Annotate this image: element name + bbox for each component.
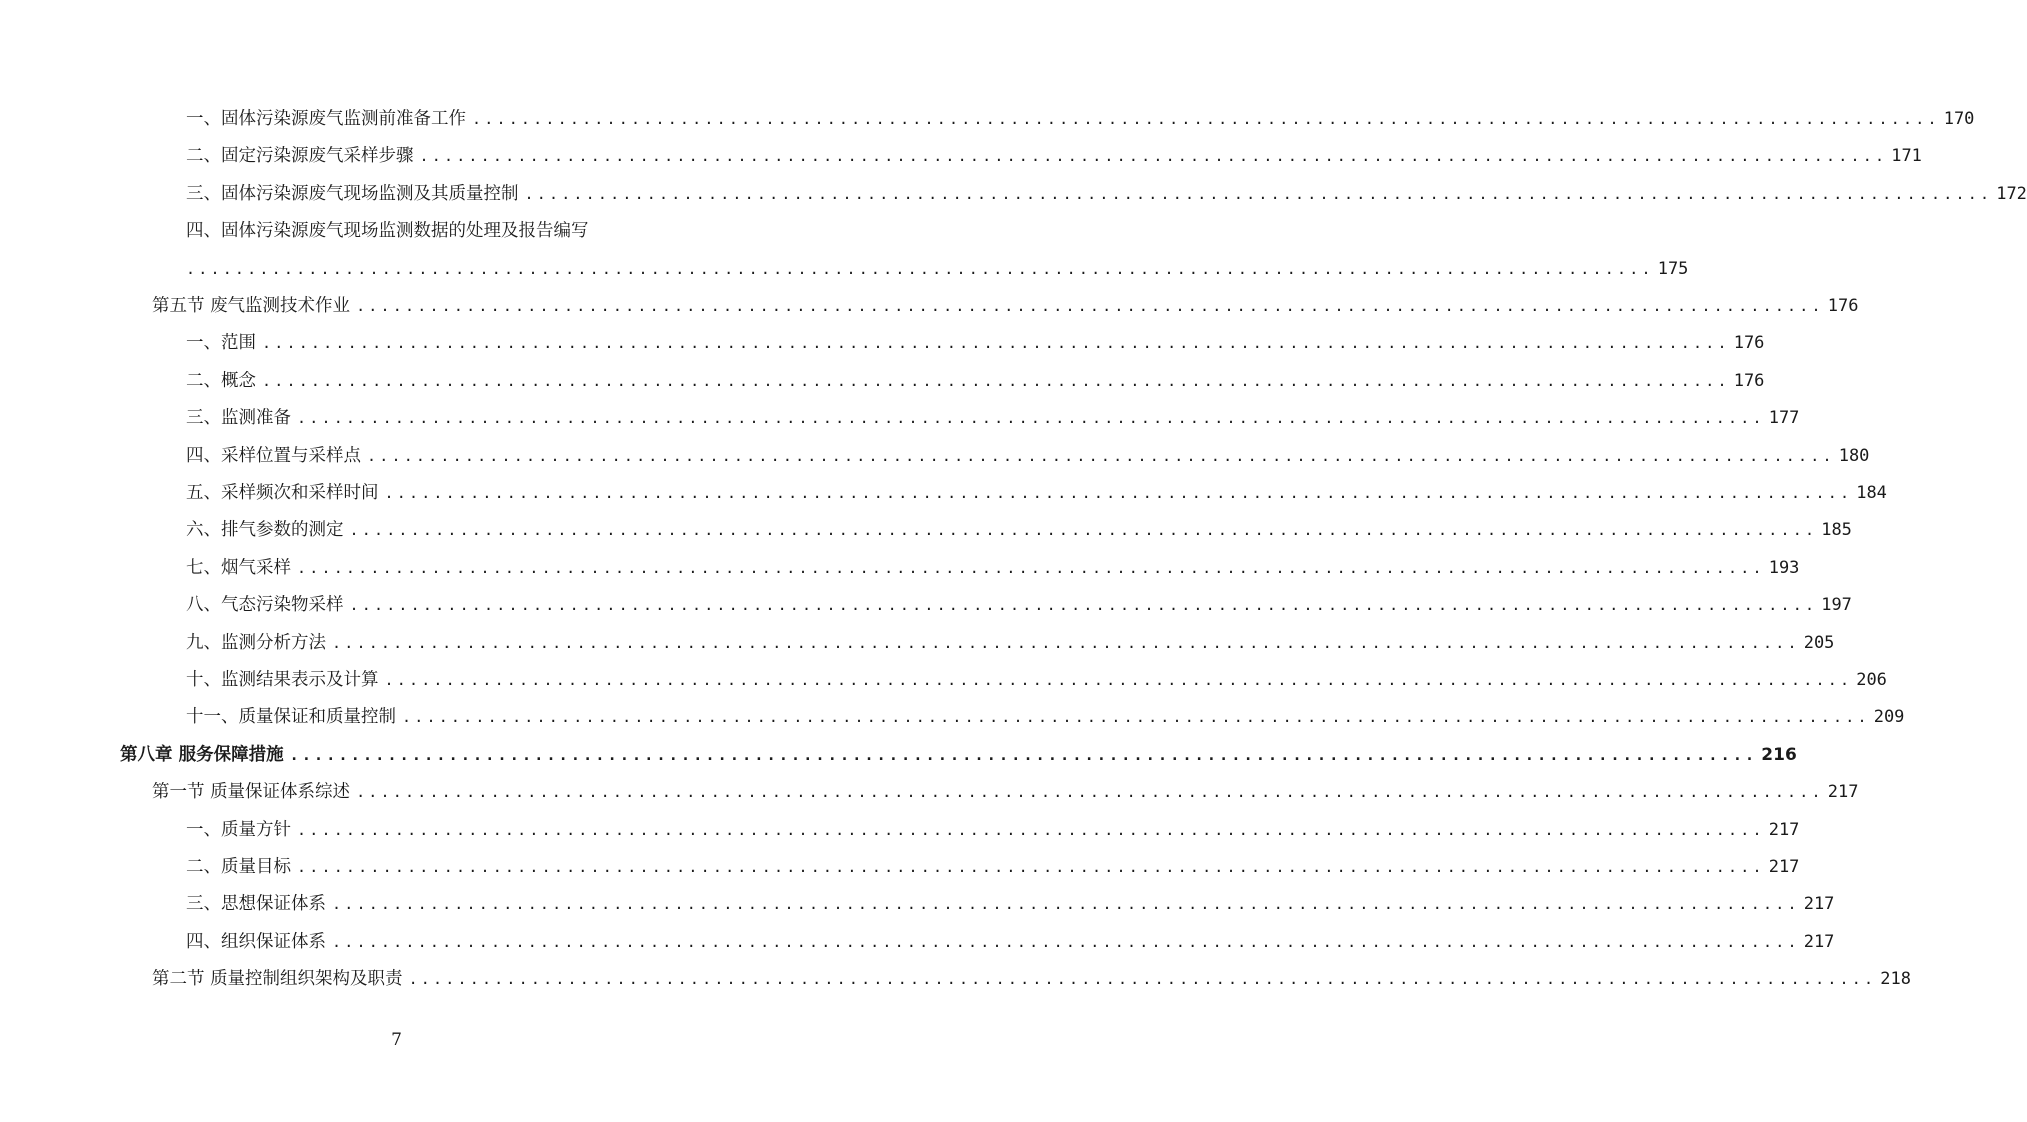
toc-entry-title: 二、固定污染源废气采样步骤 <box>186 146 414 167</box>
toc-page-number: 175 <box>1657 258 1689 279</box>
toc-entry-chapter[interactable] <box>120 740 1797 770</box>
toc-entry-title: 五、采样频次和采样时间 <box>186 483 379 503</box>
toc-page-number: 216 <box>1761 744 1797 765</box>
toc-page-number: 197 <box>1821 595 1852 616</box>
dot-leader: ........................................................................................................................ <box>349 521 1818 540</box>
toc-entry-title: 七、烟气采样 <box>186 557 291 578</box>
toc-entry-item[interactable] <box>186 104 1975 134</box>
toc-page-number: 217 <box>1803 894 1835 915</box>
toc-entry-item[interactable] <box>186 179 2027 209</box>
toc-entry-item[interactable] <box>186 478 1887 508</box>
toc-page-number: 180 <box>1838 445 1870 466</box>
toc-entry-title: 二、质量目标 <box>186 857 291 877</box>
dot-leader: ........................................................................................................................ <box>472 110 1940 128</box>
dot-leader: ........................................................................................................................ <box>297 558 1765 577</box>
toc-entry-item[interactable] <box>186 403 1800 433</box>
toc-entry-title: 一、质量方针 <box>186 819 291 840</box>
toc-entry-title: 四、采样位置与采样点 <box>186 445 361 466</box>
toc-page-number: 171 <box>1891 146 1922 167</box>
toc-page-number: 205 <box>1803 632 1835 653</box>
toc-entry-item[interactable] <box>186 852 1800 882</box>
dot-leader: ........................................................................................................................ <box>186 259 1654 278</box>
toc-page-number: 209 <box>1873 707 1905 728</box>
toc-entry-title: 一、范围 <box>186 333 256 354</box>
toc-entry-item[interactable] <box>186 665 1887 695</box>
toc-page-number: 170 <box>1943 109 1975 129</box>
toc-entry-title: 三、思想保证体系 <box>186 894 326 915</box>
toc-page-number: 176 <box>1733 333 1765 354</box>
toc-entry-item[interactable] <box>186 216 589 246</box>
toc-entry-title: 三、监测准备 <box>186 408 291 429</box>
dot-leader: ........................................................................................................................ <box>297 858 1765 876</box>
toc-entry-item[interactable] <box>186 590 1852 620</box>
toc-page-number: 184 <box>1856 483 1887 503</box>
toc-entry-item[interactable] <box>186 328 1765 358</box>
dot-leader: ........................................................................................................................ <box>524 184 1993 203</box>
dot-leader: ........................................................................................................................ <box>289 745 1758 764</box>
toc-entry-title: 第一节 质量保证体系综述 <box>152 782 351 803</box>
toc-entry-item[interactable] <box>186 702 1905 732</box>
toc-page-number: 206 <box>1856 670 1887 690</box>
dot-leader: ........................................................................................................................ <box>384 671 1853 689</box>
dot-leader: ........................................................................................................................ <box>419 147 1888 166</box>
toc-entry-title: 四、组织保证体系 <box>186 931 326 952</box>
toc-entry-item[interactable] <box>186 441 1870 471</box>
toc-page-number: 217 <box>1827 782 1859 803</box>
toc-page-number: 218 <box>1880 969 1911 990</box>
toc-entry-item[interactable] <box>186 515 1852 545</box>
toc-entry-section[interactable] <box>152 964 1911 994</box>
toc-page-number: 193 <box>1768 557 1800 578</box>
toc-entry-title: 四、固体污染源废气现场监测数据的处理及报告编写 <box>186 221 589 242</box>
toc-entry-section[interactable] <box>152 777 1859 807</box>
toc-entry-title: 十、监测结果表示及计算 <box>186 670 379 690</box>
toc-entry-title: 三、固体污染源废气现场监测及其质量控制 <box>186 183 519 204</box>
dot-leader: ........................................................................................................................ <box>402 708 1870 727</box>
toc-entry-item[interactable] <box>186 889 1835 919</box>
toc-page-number: 217 <box>1768 857 1800 877</box>
toc-entry-title: 二、概念 <box>186 370 256 391</box>
toc-page-number: 176 <box>1733 370 1765 391</box>
dot-leader: ........................................................................................................................ <box>262 371 1730 390</box>
dot-leader: ........................................................................................................................ <box>384 484 1853 502</box>
dot-leader: ........................................................................................................................ <box>332 633 1800 652</box>
toc-entry-item[interactable] <box>186 628 1835 658</box>
toc-entry-cont[interactable] <box>186 254 1689 284</box>
page-number: 7 <box>391 1030 402 1050</box>
toc-page-number: 176 <box>1827 296 1859 316</box>
toc-entry-item[interactable] <box>186 366 1765 396</box>
dot-leader: ........................................................................................................................ <box>262 334 1730 353</box>
toc-page-number: 185 <box>1821 520 1852 541</box>
toc-entry-title: 第二节 质量控制组织架构及职责 <box>152 969 403 990</box>
dot-leader: ........................................................................................................................ <box>408 970 1877 989</box>
dot-leader: ........................................................................................................................ <box>297 820 1765 839</box>
dot-leader: ........................................................................................................................ <box>332 895 1800 914</box>
dot-leader: ........................................................................................................................ <box>367 446 1835 465</box>
toc-page-number: 177 <box>1768 408 1800 429</box>
toc-entry-title: 一、固体污染源废气监测前准备工作 <box>186 109 466 129</box>
toc-page-number: 217 <box>1803 931 1835 952</box>
toc-entry-item[interactable] <box>186 927 1835 957</box>
toc-entry-item[interactable] <box>186 553 1800 583</box>
dot-leader: ........................................................................................................................ <box>349 596 1818 615</box>
toc-page-number: 172 <box>1996 183 2027 204</box>
dot-leader: ........................................................................................................................ <box>332 932 1800 951</box>
toc-entry-title: 八、气态污染物采样 <box>186 595 344 616</box>
dot-leader: ........................................................................................................................ <box>356 297 1824 315</box>
toc-page-number: 217 <box>1768 819 1800 840</box>
toc-entry-title: 九、监测分析方法 <box>186 632 326 653</box>
toc-entry-item[interactable] <box>186 141 1922 171</box>
toc-entry-title: 十一、质量保证和质量控制 <box>186 707 396 728</box>
dot-leader: ........................................................................................................................ <box>297 409 1765 428</box>
toc-entry-title: 六、排气参数的测定 <box>186 520 344 541</box>
toc-entry-item[interactable] <box>186 815 1800 845</box>
toc-entry-title: 第八章 服务保障措施 <box>120 744 284 765</box>
toc-entry-title: 第五节 废气监测技术作业 <box>152 296 351 316</box>
toc-entry-section[interactable] <box>152 291 1859 321</box>
dot-leader: ........................................................................................................................ <box>356 783 1824 802</box>
